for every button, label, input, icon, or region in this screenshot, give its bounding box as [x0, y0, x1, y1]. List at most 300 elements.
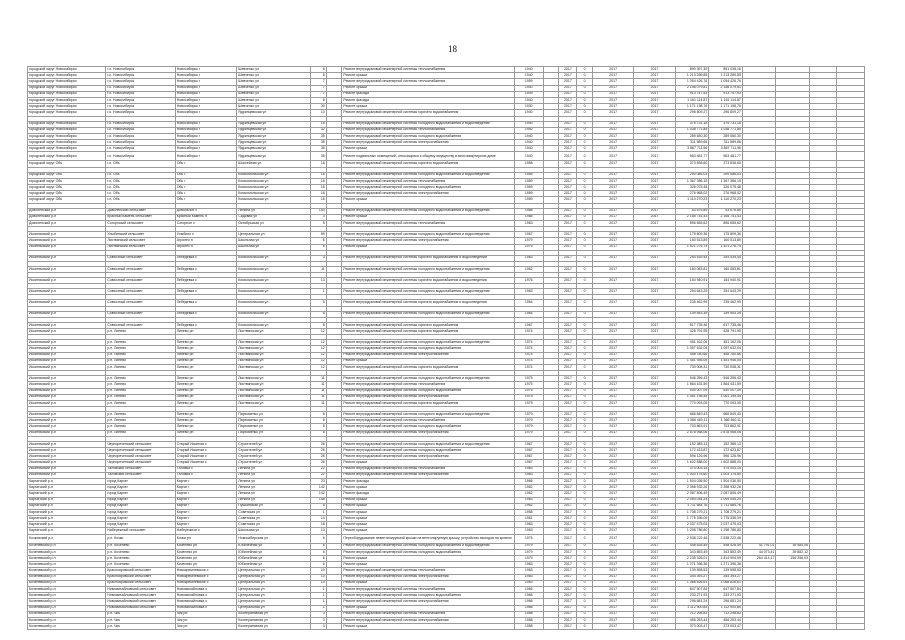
cell-street: Листвянская ул	[237, 382, 311, 388]
cell-municipality: городской округ Новосибирск	[28, 133, 106, 139]
cell-locality: Красный Камень п	[175, 214, 237, 220]
cell-cost-fund: 1 068 826,61	[709, 580, 743, 586]
cell-work-type: Ремонт крыши	[342, 503, 514, 509]
cell-cost-fund: 428 791,95	[709, 329, 743, 335]
cell-street: Пархоменко ул	[237, 418, 311, 424]
cell-settlement: г.о. Новосибирск	[106, 91, 175, 97]
cell-end-year: 2017	[634, 611, 675, 617]
cell-extra-1	[742, 624, 776, 630]
cell-municipality: Искитимский р-н	[28, 466, 106, 472]
cell-plan-year: 2017	[559, 424, 577, 430]
cell-start-year: 2017	[592, 611, 633, 617]
cell-plan-year: 2017	[559, 352, 577, 358]
cell-municipality: Коченевский р-н	[28, 617, 106, 623]
cell-cost: 1 521 276,74	[675, 244, 709, 250]
cell-settlement: г.о. Новосибирск	[106, 73, 175, 79]
cell-street: Октябрьская ул	[237, 220, 311, 226]
cell-start-year: 2017	[592, 388, 633, 394]
cell-cost-fund: 373 836,60	[709, 161, 743, 167]
cell-house: 16	[311, 178, 327, 184]
cell-plan-year: 2017	[559, 266, 577, 272]
cell-end-year: 2017	[634, 358, 675, 364]
cell-plan-year: 2017	[559, 611, 577, 617]
cell-count: 0	[577, 208, 593, 214]
cell-street: Пархоменко ул	[237, 430, 311, 436]
cell-count: 0	[577, 244, 593, 250]
cell-cost: 254 643,29	[675, 289, 709, 295]
cell-start-year: 2017	[592, 580, 633, 586]
cell-build-year: 1964	[514, 311, 543, 317]
cell-plan-year: 2017	[559, 346, 577, 352]
cell-settlement: Новомихайловский сельсовет	[106, 599, 175, 605]
cell-municipality: городской округ Обь	[28, 185, 106, 191]
cell-house: 32	[311, 127, 327, 133]
cell-plan-year: 2017	[559, 197, 577, 203]
cell-plan-year: 2017	[559, 104, 577, 110]
cell-start-year: 2017	[592, 185, 633, 191]
cell-end-year: 2017	[634, 485, 675, 491]
cell-locality: Коченево рп	[175, 556, 237, 562]
cell-start-year: 2017	[592, 91, 633, 97]
cell-count: 0	[577, 266, 593, 272]
cell-count: 0	[577, 85, 593, 91]
cell-count: 0	[577, 528, 593, 534]
cell-street: Ленина ул	[237, 472, 311, 478]
cell-locality: Линево рп	[175, 388, 237, 394]
cell-start-year: 2017	[592, 214, 633, 220]
cell-cost-fund: 730 008,31	[709, 364, 743, 370]
cell-municipality: Искитимский р-н	[28, 352, 106, 358]
cell-locality: Новосибирск г	[175, 152, 237, 161]
cell-count: 0	[577, 91, 593, 97]
cell-street: Комсомольская ул	[237, 311, 311, 317]
cell-plan-year: 2017	[559, 460, 577, 466]
cell-start-year: 2017	[592, 497, 633, 503]
cell-count: 0	[577, 509, 593, 515]
cell-municipality: Коченевский р-н	[28, 605, 106, 611]
cell-end-year: 2017	[634, 255, 675, 261]
cell-settlement: Новомихайловский сельсовет	[106, 593, 175, 599]
cell-municipality: Искитимский р-н	[28, 322, 106, 328]
cell-count: 0	[577, 329, 593, 335]
cell-street: Школьная ул	[237, 528, 311, 534]
cell-locality: Таловка с	[175, 472, 237, 478]
cell-settlement: р.п. Линево	[106, 424, 175, 430]
cell-settlement: Новомихайловский сельсовет	[106, 605, 175, 611]
cell-house: 6	[311, 67, 327, 73]
cell-cost: 1 161 114,87	[675, 97, 709, 103]
cell-settlement: р.п. Линево	[106, 400, 175, 406]
cell-start-year: 2017	[592, 97, 633, 103]
cell-cost: 896 655,62	[675, 220, 709, 226]
cell-municipality: Каргатский р-н	[28, 522, 106, 528]
cell-municipality: Каргатский р-н	[28, 503, 106, 509]
cell-cost-fund: 326 075,48	[709, 185, 743, 191]
cell-locality: Старый Искитим с	[175, 441, 237, 447]
cell-end-year: 2017	[634, 67, 675, 73]
cell-cost: 1 054 426,76	[675, 79, 709, 85]
cell-work-type: Ремонт внутридомовой инженерной системы теплоснабжения	[342, 79, 514, 85]
cell-count: 0	[577, 497, 593, 503]
cell-municipality: городской округ Новосибирск	[28, 140, 106, 146]
cell-cost: 2 156 079,81	[675, 85, 709, 91]
cell-cost-fund: 290 086,03	[709, 172, 743, 178]
cell-count: 0	[577, 418, 593, 424]
cell-end-year: 2017	[634, 574, 675, 580]
cell-street: Листвянская ул	[237, 358, 311, 364]
cell-street: Ядринцевская ул	[237, 133, 311, 139]
cell-start-year: 2017	[592, 161, 633, 167]
cell-end-year: 2017	[634, 388, 675, 394]
cell-count: 0	[577, 485, 593, 491]
cell-plan-year: 2017	[559, 127, 577, 133]
cell-extra-2: 156 256,03	[776, 556, 810, 562]
cell-work-type: Ремонт внутридомовой инженерной системы теплоснабжения	[342, 382, 514, 388]
cell-street: Школьная ул	[237, 244, 311, 250]
cell-cost: 1 708 279,21	[675, 509, 709, 515]
cell-cost: 2 087 806,49	[675, 491, 709, 497]
cell-house: 1	[311, 509, 327, 515]
cell-street: Центральная ул	[237, 232, 311, 238]
cell-end-year: 2017	[634, 346, 675, 352]
cell-street: Комсомольская ул	[237, 300, 311, 306]
cell-street: Советская ул	[237, 516, 311, 522]
cell-locality: Коченево рп	[175, 549, 237, 555]
cell-start-year: 2017	[592, 85, 633, 91]
cell-street: Комсомольская ул	[237, 191, 311, 197]
cell-work-type: Ремонт крыши	[342, 485, 514, 491]
cell-cost-fund: 1 708 279,21	[709, 509, 743, 515]
cell-cost-fund: 1 367 386,15	[709, 178, 743, 184]
cell-work-type: Ремонт внутридомовой инженерной системы холодного водоснабжения и водоотведения	[342, 311, 514, 317]
cell-start-year: 2017	[592, 191, 633, 197]
cell-extra-2: 39 484,05	[776, 543, 810, 549]
cell-house: 10	[311, 568, 327, 574]
cell-build-year: 1963	[514, 580, 543, 586]
cell-count: 0	[577, 140, 593, 146]
cell-build-year: 1949	[514, 91, 543, 97]
cell-cost: 428 791,95	[675, 329, 709, 335]
cell-municipality: Искитимский р-н	[28, 311, 106, 317]
cell-cost: 1 775 336,09	[675, 516, 709, 522]
cell-build-year: 1959	[514, 185, 543, 191]
cell-work-type: Ремонт подвальных помещений, относящихся к общему имуществу в многоквартирном доме	[342, 152, 514, 161]
cell-street: Ядринцевская ул	[237, 121, 311, 127]
cell-start-year: 2017	[592, 478, 633, 484]
cell-start-year: 2017	[592, 208, 633, 214]
cell-locality: Новомихайловка с	[175, 599, 237, 605]
cell-cost-fund: 456 253,44	[709, 617, 743, 623]
cell-locality: Линево рп	[175, 424, 237, 430]
cell-cost: 1 602 888,00	[675, 460, 709, 466]
cell-work-type: Ремонт внутридомовой инженерной системы теплоснабжения	[342, 466, 514, 472]
cell-cost-fund: 1 864 431,59	[709, 382, 743, 388]
cell-cost-fund: 154 940,91	[709, 278, 743, 284]
cell-plan-year: 2017	[559, 388, 577, 394]
cell-start-year: 2017	[592, 121, 633, 127]
cell-cost: 1 057 632,04	[675, 346, 709, 352]
cell-municipality: городской округ Новосибирск	[28, 97, 106, 103]
cell-municipality: Каргатский р-н	[28, 485, 106, 491]
cell-settlement: г.о. Новосибирск	[106, 110, 175, 116]
cell-build-year: 1979	[514, 412, 543, 418]
cell-cost: 563 481,77	[675, 152, 709, 161]
cell-cost-fund: 1 711 684,76	[709, 503, 743, 509]
cell-cost-fund: 149 553,39	[709, 311, 743, 317]
cell-work-type: Ремонт крыши	[342, 244, 514, 250]
cell-municipality: городской округ Новосибирск	[28, 91, 106, 97]
cell-street: Ленина ул	[237, 478, 311, 484]
cell-house: 8	[311, 424, 327, 430]
cell-cost-fund: 1 521 276,74	[709, 244, 743, 250]
cell-locality: Новомихайловка с	[175, 586, 237, 592]
cell-municipality: Искитимский р-н	[28, 424, 106, 430]
cell-street: Советская ул	[237, 509, 311, 515]
cell-build-year: 1967	[514, 448, 543, 454]
cell-count: 0	[577, 441, 593, 447]
cell-cost: 1 213 289,85	[675, 73, 709, 79]
cell-municipality: Коченевский р-н	[28, 574, 106, 580]
cell-street: Кооперативная ул	[237, 624, 311, 630]
cell-start-year: 2017	[592, 543, 633, 549]
cell-municipality: Каргатский р-н	[28, 497, 106, 503]
cell-work-type: Ремонт крыши	[342, 522, 514, 528]
cell-house: 16	[311, 197, 327, 203]
cell-locality: Новосибирск г	[175, 140, 237, 146]
cell-count: 0	[577, 110, 593, 116]
cell-house: 11	[311, 382, 327, 388]
cell-cost: 451 162,06	[675, 340, 709, 346]
cell-house: 5	[311, 300, 327, 306]
cell-locality: Старый Искитим с	[175, 454, 237, 460]
cell-work-type: Ремонт внутридомовой инженерной системы холодного водоснабжения и водоотведения	[342, 412, 514, 418]
cell-settlement: р.п. Коченево	[106, 543, 175, 549]
cell-start-year: 2017	[592, 110, 633, 116]
cell-count: 0	[577, 220, 593, 226]
cell-locality: Агролес п	[175, 238, 237, 244]
cell-locality: Новосибирск г	[175, 73, 237, 79]
cell-municipality: Искитимский р-н	[28, 418, 106, 424]
cell-end-year: 2017	[634, 424, 675, 430]
cell-locality: Линево рп	[175, 352, 237, 358]
cell-plan-year: 2017	[559, 238, 577, 244]
cell-settlement: р.п. Кочки	[106, 534, 175, 543]
cell-settlement: Листвянский сельсовет	[106, 244, 175, 250]
table-row	[28, 152, 865, 161]
cell-cost-fund: 254 539,44	[709, 255, 743, 261]
cell-cost: 890 397,39	[675, 67, 709, 73]
cell-count: 0	[577, 322, 593, 328]
cell-count: 0	[577, 352, 593, 358]
cell-settlement: город Каргат	[106, 522, 175, 528]
cell-house: 12	[311, 352, 327, 358]
cell-start-year: 2017	[592, 311, 633, 317]
cell-locality: Каргат г	[175, 503, 237, 509]
cell-cost: 344 393,27	[675, 574, 709, 580]
cell-settlement: Набережный сельсовет	[106, 528, 175, 534]
cell-cost-fund: 1 061 195,45	[709, 394, 743, 400]
cell-work-type: Ремонт внутридомовой инженерной системы холодного водоснабжения	[342, 424, 514, 430]
cell-settlement: Новомихайловский сельсовет	[106, 586, 175, 592]
cell-work-type: Ремонт внутридомовой инженерной системы холодного водоснабжения и водоотведения	[342, 172, 514, 178]
cell-cost-fund: 172 423,87	[709, 448, 743, 454]
cell-municipality: городской округ Обь	[28, 191, 106, 197]
cell-work-type: Ремонт внутридомовой инженерной системы холодного водоснабжения	[342, 346, 514, 352]
cell-street: Пархоменко ул	[237, 424, 311, 430]
cell-plan-year: 2017	[559, 412, 577, 418]
cell-work-type: Ремонт фасада	[342, 478, 514, 484]
cell-street: Шевченко ул	[237, 73, 311, 79]
cell-plan-year: 2017	[559, 232, 577, 238]
cell-settlement: г.о. Новосибирск	[106, 121, 175, 127]
cell-work-type: Ремонт внутридомовой инженерной системы теплоснабжения	[342, 127, 514, 133]
cell-end-year: 2017	[634, 214, 675, 220]
cell-plan-year: 2017	[559, 376, 577, 382]
cell-start-year: 2017	[592, 322, 633, 328]
cell-start-year: 2017	[592, 197, 633, 203]
cell-build-year: 1979	[514, 430, 543, 436]
cell-plan-year: 2017	[559, 91, 577, 97]
cell-cost-fund: 896 655,62	[709, 220, 743, 226]
cell-locality: Набережное с	[175, 528, 237, 534]
cell-municipality: Коченевский р-н	[28, 568, 106, 574]
cell-house: 3	[311, 214, 327, 220]
cell-cost-fund: 530 007,09	[709, 388, 743, 394]
cell-street: Шевченко ул	[237, 79, 311, 85]
cell-street: Комсомольская ул	[237, 289, 311, 295]
cell-start-year: 2017	[592, 605, 633, 611]
cell-cost-fund: 647 507,84	[709, 586, 743, 592]
cell-count: 0	[577, 522, 593, 528]
cell-locality: Коченево рп	[175, 562, 237, 568]
cell-locality: Старый Искитим с	[175, 448, 237, 454]
cell-work-type: Ремонт внутридомовой инженерной системы электроснабжения	[342, 238, 514, 244]
cell-build-year: 1930	[514, 104, 543, 110]
cell-start-year: 2017	[592, 574, 633, 580]
cell-start-year: 2017	[592, 528, 633, 534]
cell-settlement: Чернореченский сельсовет	[106, 454, 175, 460]
cell-street: Комсомольская ул	[237, 178, 311, 184]
cell-plan-year: 2017	[559, 549, 577, 555]
cell-count: 0	[577, 568, 593, 574]
cell-build-year: 1963	[514, 574, 543, 580]
cell-count: 0	[577, 611, 593, 617]
cell-cost: 1 367 386,15	[675, 178, 709, 184]
cell-street: Листвянская ул	[237, 346, 311, 352]
cell-cost-fund: 1 366 460,11	[709, 418, 743, 424]
cell-house: 12	[311, 364, 327, 370]
cell-municipality: городской округ Обь	[28, 161, 106, 167]
page-number: 18	[448, 44, 457, 54]
cell-build-year: 1979	[514, 424, 543, 430]
cell-settlement: р.п. Линево	[106, 329, 175, 335]
cell-locality: Линево рп	[175, 412, 237, 418]
cell-house: 13	[311, 278, 327, 284]
cell-start-year: 2017	[592, 441, 633, 447]
cell-plan-year: 2017	[559, 146, 577, 152]
cell-work-type: Ремонт крыши	[342, 214, 514, 220]
cell-work-type: Ремонт внутридомовой инженерной системы электроснабжения	[342, 617, 514, 623]
cell-street: Комсомольская ул	[237, 266, 311, 272]
cell-end-year: 2017	[634, 133, 675, 139]
repair-register-table	[27, 66, 865, 630]
cell-cost-fund: 1 171 198,76	[709, 104, 743, 110]
cell-cost: 1 711 684,76	[675, 503, 709, 509]
cell-end-year: 2017	[634, 238, 675, 244]
cell-locality: Линево рп	[175, 430, 237, 436]
cell-end-year: 2017	[634, 528, 675, 534]
cell-plan-year: 2017	[559, 562, 577, 568]
cell-build-year: 1940	[514, 146, 543, 152]
cell-cost: 647 507,84	[675, 586, 709, 592]
cell-cost: 175 809,36	[675, 232, 709, 238]
cell-count: 0	[577, 574, 593, 580]
cell-municipality: городской округ Новосибирск	[28, 110, 106, 116]
cell-settlement: Чернореченский сельсовет	[106, 441, 175, 447]
cell-locality: Линево рп	[175, 394, 237, 400]
cell-end-year: 2017	[634, 121, 675, 127]
cell-build-year: 1963	[514, 568, 543, 574]
cell-municipality: Искитимский р-н	[28, 448, 106, 454]
cell-locality: Линево рп	[175, 346, 237, 352]
cell-build-year: 1963	[514, 466, 543, 472]
cell-end-year: 2017	[634, 556, 675, 562]
cell-municipality: Коченевский р-н	[28, 580, 106, 586]
cell-cost: 3 867 711,96	[675, 146, 709, 152]
cell-street: Листвянская ул	[237, 340, 311, 346]
cell-street: Школьная ул	[237, 238, 311, 244]
cell-extra-1: 41 791,01	[742, 543, 776, 549]
cell-start-year: 2017	[592, 172, 633, 178]
cell-end-year: 2017	[634, 172, 675, 178]
cell-count: 0	[577, 556, 593, 562]
cell-settlement: г.о. Обь	[106, 178, 175, 184]
cell-house: 3	[311, 255, 327, 261]
cell-start-year: 2017	[592, 400, 633, 406]
cell-locality: Довольное с	[175, 208, 237, 214]
cell-locality: Обь г	[175, 178, 237, 184]
cell-plan-year: 2017	[559, 448, 577, 454]
cell-count: 0	[577, 67, 593, 73]
cell-count: 0	[577, 376, 593, 382]
cell-locality: Новосибирск г	[175, 91, 237, 97]
cell-plan-year: 2017	[559, 418, 577, 424]
cell-plan-year: 2017	[559, 400, 577, 406]
cell-work-type: Ремонт крыши	[342, 562, 514, 568]
cell-locality: Новосибирск г	[175, 110, 237, 116]
cell-end-year: 2017	[634, 232, 675, 238]
cell-settlement: Красный Камень сельсовет	[106, 214, 175, 220]
cell-house: 8	[311, 412, 327, 418]
cell-build-year: 1967	[514, 441, 543, 447]
cell-work-type: Ремонт крыши	[342, 146, 514, 152]
cell-cost: 458 780,66	[675, 352, 709, 358]
cell-start-year: 2017	[592, 424, 633, 430]
cell-cost-fund: 1 775 336,09	[709, 516, 743, 522]
cell-municipality: Каргатский р-н	[28, 528, 106, 534]
cell-work-type: Ремонт внутридомовой инженерной системы горячего водоснабжения и водоотведения	[342, 300, 514, 306]
cell-work-type: Ремонт крыши	[342, 460, 514, 466]
cell-extra-1: 44 073,41	[742, 549, 776, 555]
cell-end-year: 2017	[634, 441, 675, 447]
cell-settlement: р.п. Линево	[106, 412, 175, 418]
cell-house: 11	[311, 400, 327, 406]
cell-locality: Новокремлевское с	[175, 580, 237, 586]
cell-settlement: Таловский сельсовет	[106, 472, 175, 478]
cell-municipality: Кочковский р-н	[28, 534, 106, 543]
cell-start-year: 2017	[592, 503, 633, 509]
cell-count: 0	[577, 580, 593, 586]
